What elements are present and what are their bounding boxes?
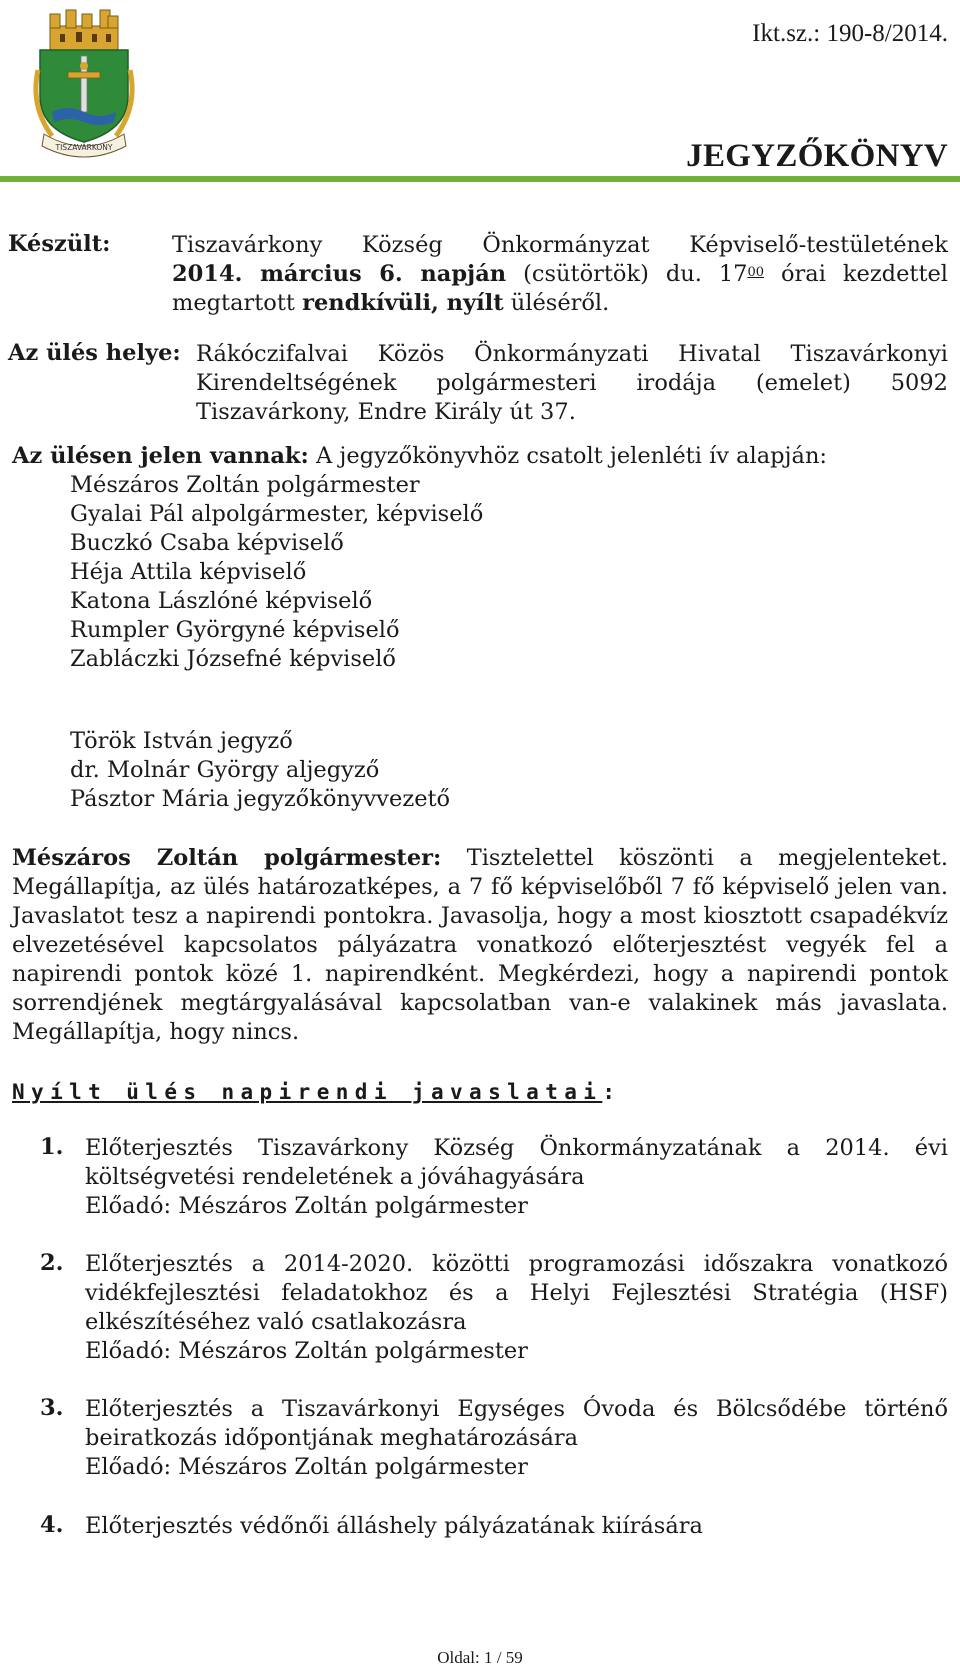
agenda-item-number: 2. (40, 1250, 64, 1276)
list-item: Török István jegyző (70, 728, 293, 754)
svg-text:TISZAVÁRKONY: TISZAVÁRKONY (55, 143, 113, 152)
agenda-item-text: Előterjesztés a 2014-2020. közötti programozási időszakra vonatkozó vidékfejlesztési feladatokhoz és a Helyi Fejlesztési Stratégia (HSF) elkészítéséhez való csatlakozásra (85, 1251, 948, 1335)
prepared-label: Készült: (8, 231, 111, 257)
agenda-item (85, 1250, 948, 1366)
agenda-item (85, 1512, 948, 1541)
agenda-title: Nyílt ülés napirendi javaslatai: (12, 1080, 622, 1104)
attendees-label: Az ülésen jelen vannak: (12, 443, 309, 469)
list-item: Héja Attila képviselő (70, 559, 307, 585)
prepared-line-2: 2014. március 6. napján (csütörtök) du. $17^{00}$ órai kezdettel (172, 261, 948, 287)
list-item: Rumpler Györgyné képviselő (70, 617, 400, 643)
venue-label: Az ülés helye: (8, 340, 181, 366)
agenda-item-text: Előterjesztés védőnői álláshely pályázatának kiírására (85, 1513, 703, 1539)
list-item: Pásztor Mária jegyzőkönyvvezető (70, 786, 451, 812)
agenda-item-number: 3. (40, 1395, 64, 1421)
agenda-item-text: Előterjesztés Tiszavárkony Község Önkormányzatának a 2014. évi költségvetési rendeletének a jóváhagyására (85, 1135, 948, 1190)
municipal-crest-logo (30, 8, 138, 158)
speech-text: Tisztelettel köszönti a megjelenteket. Megállapítja, az ülés határozatképes, a 7 fő képviselőből 7 fő képviselő jelen van. Javaslatot tesz a napirendi pontokra. Javasolja, hogy a most kiosztott csapadékvíz elvezetésével kapcsolatos pályázatra vonatkozó előterjesztést vegyék fel a napirendi pontok közé 1. napirendként. Megkérdezi, hogy a napirendi pontok sorrendjének megtárgyalásával kapcsolatban van-e valakinek más javaslata. Megállapítja, hogy nincs. (12, 845, 948, 1045)
agenda-item-presenter: Előadó: Mészáros Zoltán polgármester (85, 1193, 528, 1219)
agenda-item (85, 1395, 948, 1482)
agenda-item-text: Előterjesztés a Tiszavárkonyi Egységes Óvoda és Bölcsődébe történő beiratkozás időpontjának meghatározására (85, 1396, 948, 1451)
list-item: dr. Molnár György aljegyző (70, 757, 380, 783)
prepared-line-1: Tiszavárkony Község Önkormányzat Képviselő-testületének (172, 232, 948, 258)
mayor-speech (12, 844, 948, 1047)
agenda-item-number: 1. (40, 1134, 64, 1160)
list-item: Mészáros Zoltán polgármester (70, 472, 420, 498)
meeting-type: rendkívüli, nyílt (302, 290, 504, 316)
speaker-name: Mészáros Zoltán polgármester: (12, 845, 442, 871)
page-number: Oldal: 1 / 59 (437, 1648, 523, 1667)
document-title: JEGYZŐKÖNYV (686, 138, 948, 174)
attendees-intro: A jegyzőkönyvhöz csatolt jelenléti ív alapján: (315, 443, 828, 469)
agenda-item-presenter: Előadó: Mészáros Zoltán polgármester (85, 1454, 528, 1480)
prepared-text (172, 231, 948, 318)
list-item: Katona Lászlóné képviselő (70, 588, 373, 614)
list-item: Buczkó Csaba képviselő (70, 530, 344, 556)
staff-list (70, 727, 450, 814)
meeting-date: 2014. március 6. napján (172, 261, 507, 287)
header-rule (0, 176, 960, 182)
attendees-heading (12, 442, 952, 471)
agenda-item-presenter: Előadó: Mészáros Zoltán polgármester (85, 1338, 528, 1364)
prepared-line-3: megtartott rendkívüli, nyílt üléséről. (172, 290, 610, 316)
agenda-item (85, 1134, 948, 1221)
venue-text: Rákóczifalvai Közös Önkormányzati Hivatal Tiszavárkonyi Kirendeltségének polgármesteri irodája (emelet) 5092 Tiszavárkony, Endre Király út 37. (196, 341, 948, 425)
agenda-item-number: 4. (40, 1512, 64, 1538)
list-item: Gyalai Pál alpolgármester, képviselő (70, 501, 484, 527)
reference-number: Ikt.sz.: 190-8/2014. (752, 20, 948, 47)
list-item: Zabláczki Józsefné képviselő (70, 646, 396, 672)
members-list (70, 471, 483, 674)
